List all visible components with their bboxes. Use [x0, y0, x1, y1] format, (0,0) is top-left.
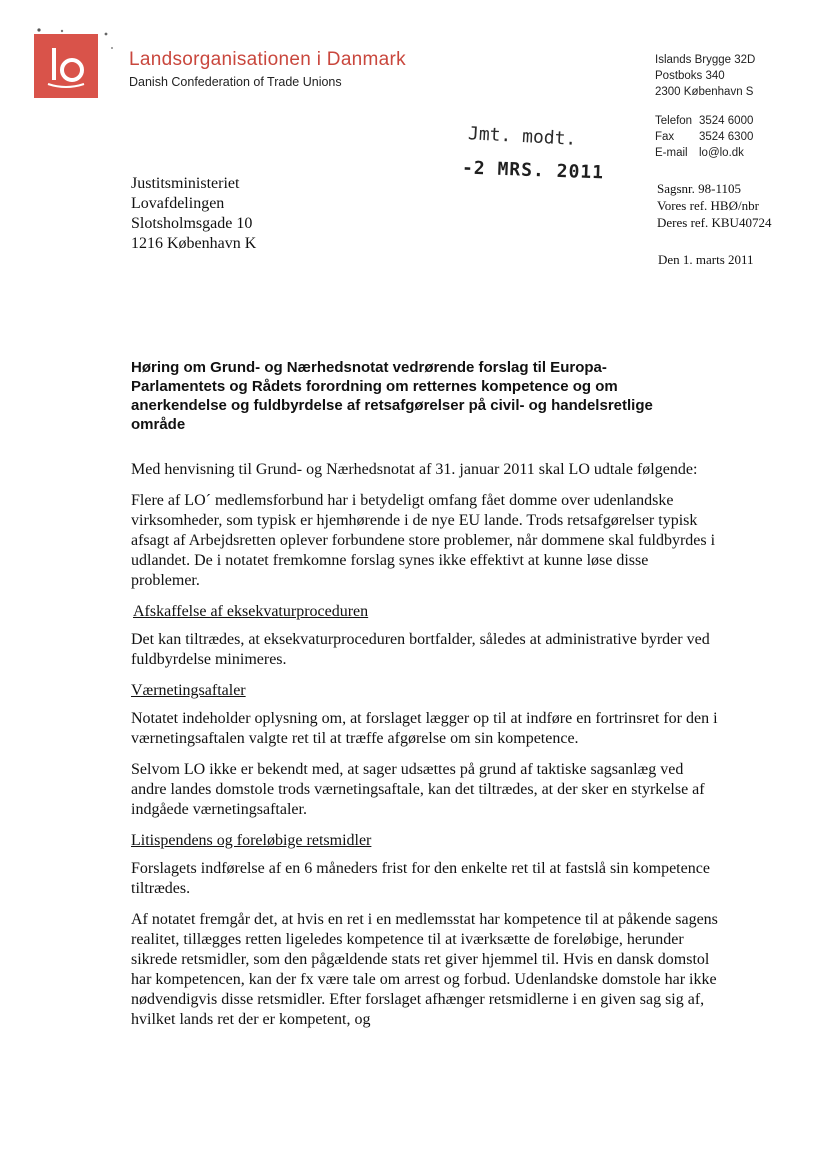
- contact-value: 3524 6000: [699, 115, 754, 127]
- org-subtitle: Danish Confederation of Trade Unions: [129, 75, 342, 89]
- recipient-line: Lovafdelingen: [131, 195, 225, 212]
- org-contact: [655, 113, 753, 161]
- org-name: Landsorganisationen i Danmark: [129, 49, 406, 70]
- contact-email: [655, 145, 753, 161]
- recipient-line: Justitsministeriet: [131, 175, 240, 192]
- contact-value: lo@lo.dk: [699, 147, 744, 159]
- section-heading: Værnetingsaftaler: [131, 682, 246, 699]
- recipient-line: Slotsholmsgade 10: [131, 215, 253, 232]
- contact-value: 3524 6300: [699, 131, 754, 143]
- address-line: 2300 København S: [655, 86, 754, 98]
- case-number: Sagsnr. 98-1105: [657, 181, 742, 196]
- letter-body: [131, 460, 721, 1041]
- our-reference: Vores ref. HBØ/nbr: [657, 198, 759, 213]
- received-stamp-date: -2 MRS. 2011: [461, 157, 605, 184]
- contact-label: Fax: [655, 131, 675, 143]
- section-heading: Afskaffelse af eksekvaturproceduren: [133, 603, 369, 620]
- contact-fax: [655, 129, 753, 145]
- your-reference: Deres ref. KBU40724: [657, 215, 772, 230]
- recipient-line: 1216 København K: [131, 235, 257, 252]
- references: [657, 180, 771, 231]
- body-paragraph: Forslagets indførelse af en 6 måneders frist for den enkelte ret til at fastslå sin kompetence tiltrædes.: [131, 860, 710, 897]
- body-paragraph: Det kan tiltrædes, at eksekvaturproceduren bortfalder, således at administrative byrder ved fuldbyrdelse minimeres.: [131, 631, 710, 668]
- letter-date: Den 1. marts 2011: [658, 252, 754, 267]
- address-line: Postboks 340: [655, 70, 725, 82]
- letter-subject: Høring om Grund- og Nærhedsnotat vedrørende forslag til Europa-Parlamentets og Rådets forordning om retternes kompetence og om anerkendelse og fuldbyrdelse af retsafgørelser på civil- og handelsretlige område: [131, 359, 653, 433]
- lo-logo: [34, 34, 98, 98]
- address-line: Islands Brygge 32D: [655, 54, 756, 66]
- body-paragraph: Flere af LO´ medlemsforbund har i betydeligt omfang fået domme over udenlandske virksomheder, som typisk er hjemhørende i de nye EU lande. Trods retsafgørelser typisk afsagt af Arbejdsretten oplever forbundene store problemer, når dommene skal fuldbyrdes i udlandet. De i notatet fremkomne forslag synes ikke effektivt at kunne løse disse problemer.: [131, 492, 716, 589]
- section-heading: Litispendens og foreløbige retsmidler: [131, 832, 372, 849]
- contact-label: Telefon: [655, 115, 693, 127]
- body-paragraph: Af notatet fremgår det, at hvis en ret i en medlemsstat har kompetence til at påkende sagens realitet, tillægges retten ligeledes kompetence til at iværksætte de foreløbige, herunder sikrede retsmidler, som den pågældende stats ret giver hjemmel til. Hvis en dansk domstol har kompetencen, kan der fx være tale om arrest og forbud. Udenlandske domstole har ikke nødvendigvis disse retsmidler. Efter forslaget afhænger retsmidlerne i en given sag sig af, hvilket lands ret der er kompetent, og: [131, 911, 718, 1028]
- body-paragraph: Selvom LO ikke er bekendt med, at sager udsættes på grund af taktiske sagsanlæg ved andre landes domstole trods værnetingsaftale, kan det tiltrædes, at der sker en styrkelse af indgåede værnetingsaftaler.: [131, 761, 705, 818]
- received-stamp: Jmt. modt.: [467, 123, 577, 150]
- org-address: [655, 52, 755, 100]
- contact-label: E-mail: [655, 147, 688, 159]
- body-paragraph: Notatet indeholder oplysning om, at forslaget lægger op til at indføre en fortrinsret for den i værnetingsaftalen valgte ret til at træffe afgørelse om sin kompetence.: [131, 710, 718, 747]
- body-paragraph: Med henvisning til Grund- og Nærhedsnotat af 31. januar 2011 skal LO udtale følgende:: [131, 461, 698, 478]
- recipient-address: [131, 174, 256, 254]
- contact-phone: [655, 113, 753, 129]
